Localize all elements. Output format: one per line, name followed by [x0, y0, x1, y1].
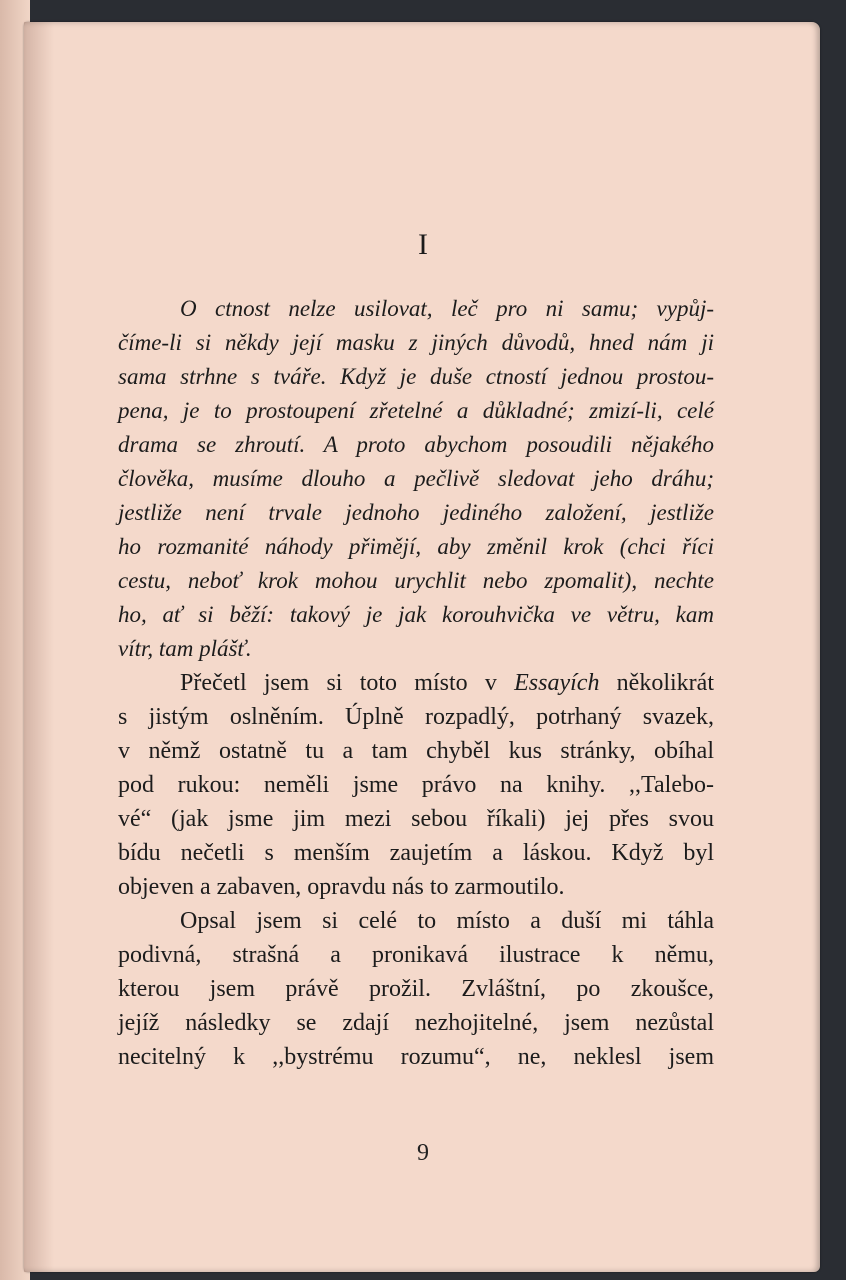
- motto-line: ho, ať si běží: takový je jak korouhvička ve větru, kam: [118, 602, 714, 627]
- body-line: jejíž následky se zdají nezhojitelné, jsem nezůstal: [118, 1010, 714, 1036]
- body-line: pod rukou: neměli jsme právo na knihy. ,,Talebo-: [118, 772, 714, 798]
- body-line: objeven a zabaven, opravdu nás to zarmoutilo.: [118, 874, 565, 900]
- motto-line: cestu, neboť krok mohou urychlit nebo zpomalit), nechte: [118, 568, 714, 593]
- chapter-heading: I: [418, 228, 428, 261]
- motto-paragraph: [118, 292, 714, 666]
- body-line: s jistým oslněním. Úplně rozpadlý, potrhaný svazek,: [118, 704, 714, 730]
- body-paragraph-2: [118, 904, 714, 1074]
- body-line: podivná, strašná a pronikavá ilustrace k němu,: [118, 942, 714, 968]
- body-line: v němž ostatně tu a tam chyběl kus stránky, obíhal: [118, 738, 714, 764]
- body-line: Opsal jsem si celé to místo a duší mi táhla: [180, 908, 714, 934]
- body-line: bídu nečetli s menším zaujetím a láskou. Když byl: [118, 840, 714, 866]
- motto-line: pena, je to prostoupení zřetelné a důkladné; zmizí-li, celé: [118, 398, 714, 423]
- body-paragraph-1: [118, 666, 714, 904]
- motto-line: jestliže není trvale jednoho jediného založení, jestliže: [118, 500, 714, 525]
- motto-line: číme-li si někdy její masku z jiných důvodů, hned nám ji: [118, 330, 714, 355]
- motto-line: ho rozmanité náhody přimějí, aby změnil krok (chci říci: [118, 534, 714, 559]
- body-line: necitelný k ,,bystrému rozumu“, ne, neklesl jsem: [118, 1044, 714, 1070]
- motto-line: drama se zhroutí. A proto abychom posoudili nějakého: [118, 432, 714, 457]
- page-number: 9: [417, 1140, 429, 1166]
- body-line: [118, 666, 714, 700]
- body-line: vé“ (jak jsme jim mezi sebou říkali) jej přes svou: [118, 806, 714, 832]
- book-title: Essayích: [514, 670, 600, 696]
- motto-line: vítr, tam plášť.: [118, 636, 252, 661]
- motto-line: O ctnost nelze usilovat, leč pro ni samu; vypůj-: [180, 296, 714, 321]
- motto-line: sama strhne s tváře. Když je duše ctností jednou prostou-: [118, 364, 714, 389]
- body-text: několikrát: [599, 670, 714, 696]
- motto-line: člověka, musíme dlouho a pečlivě sledovat jeho dráhu;: [118, 466, 714, 491]
- body-text: Přečetl jsem si toto místo v: [180, 670, 515, 696]
- page-text: [118, 292, 714, 1074]
- body-line: kterou jsem právě prožil. Zvláštní, po zkoušce,: [118, 976, 714, 1002]
